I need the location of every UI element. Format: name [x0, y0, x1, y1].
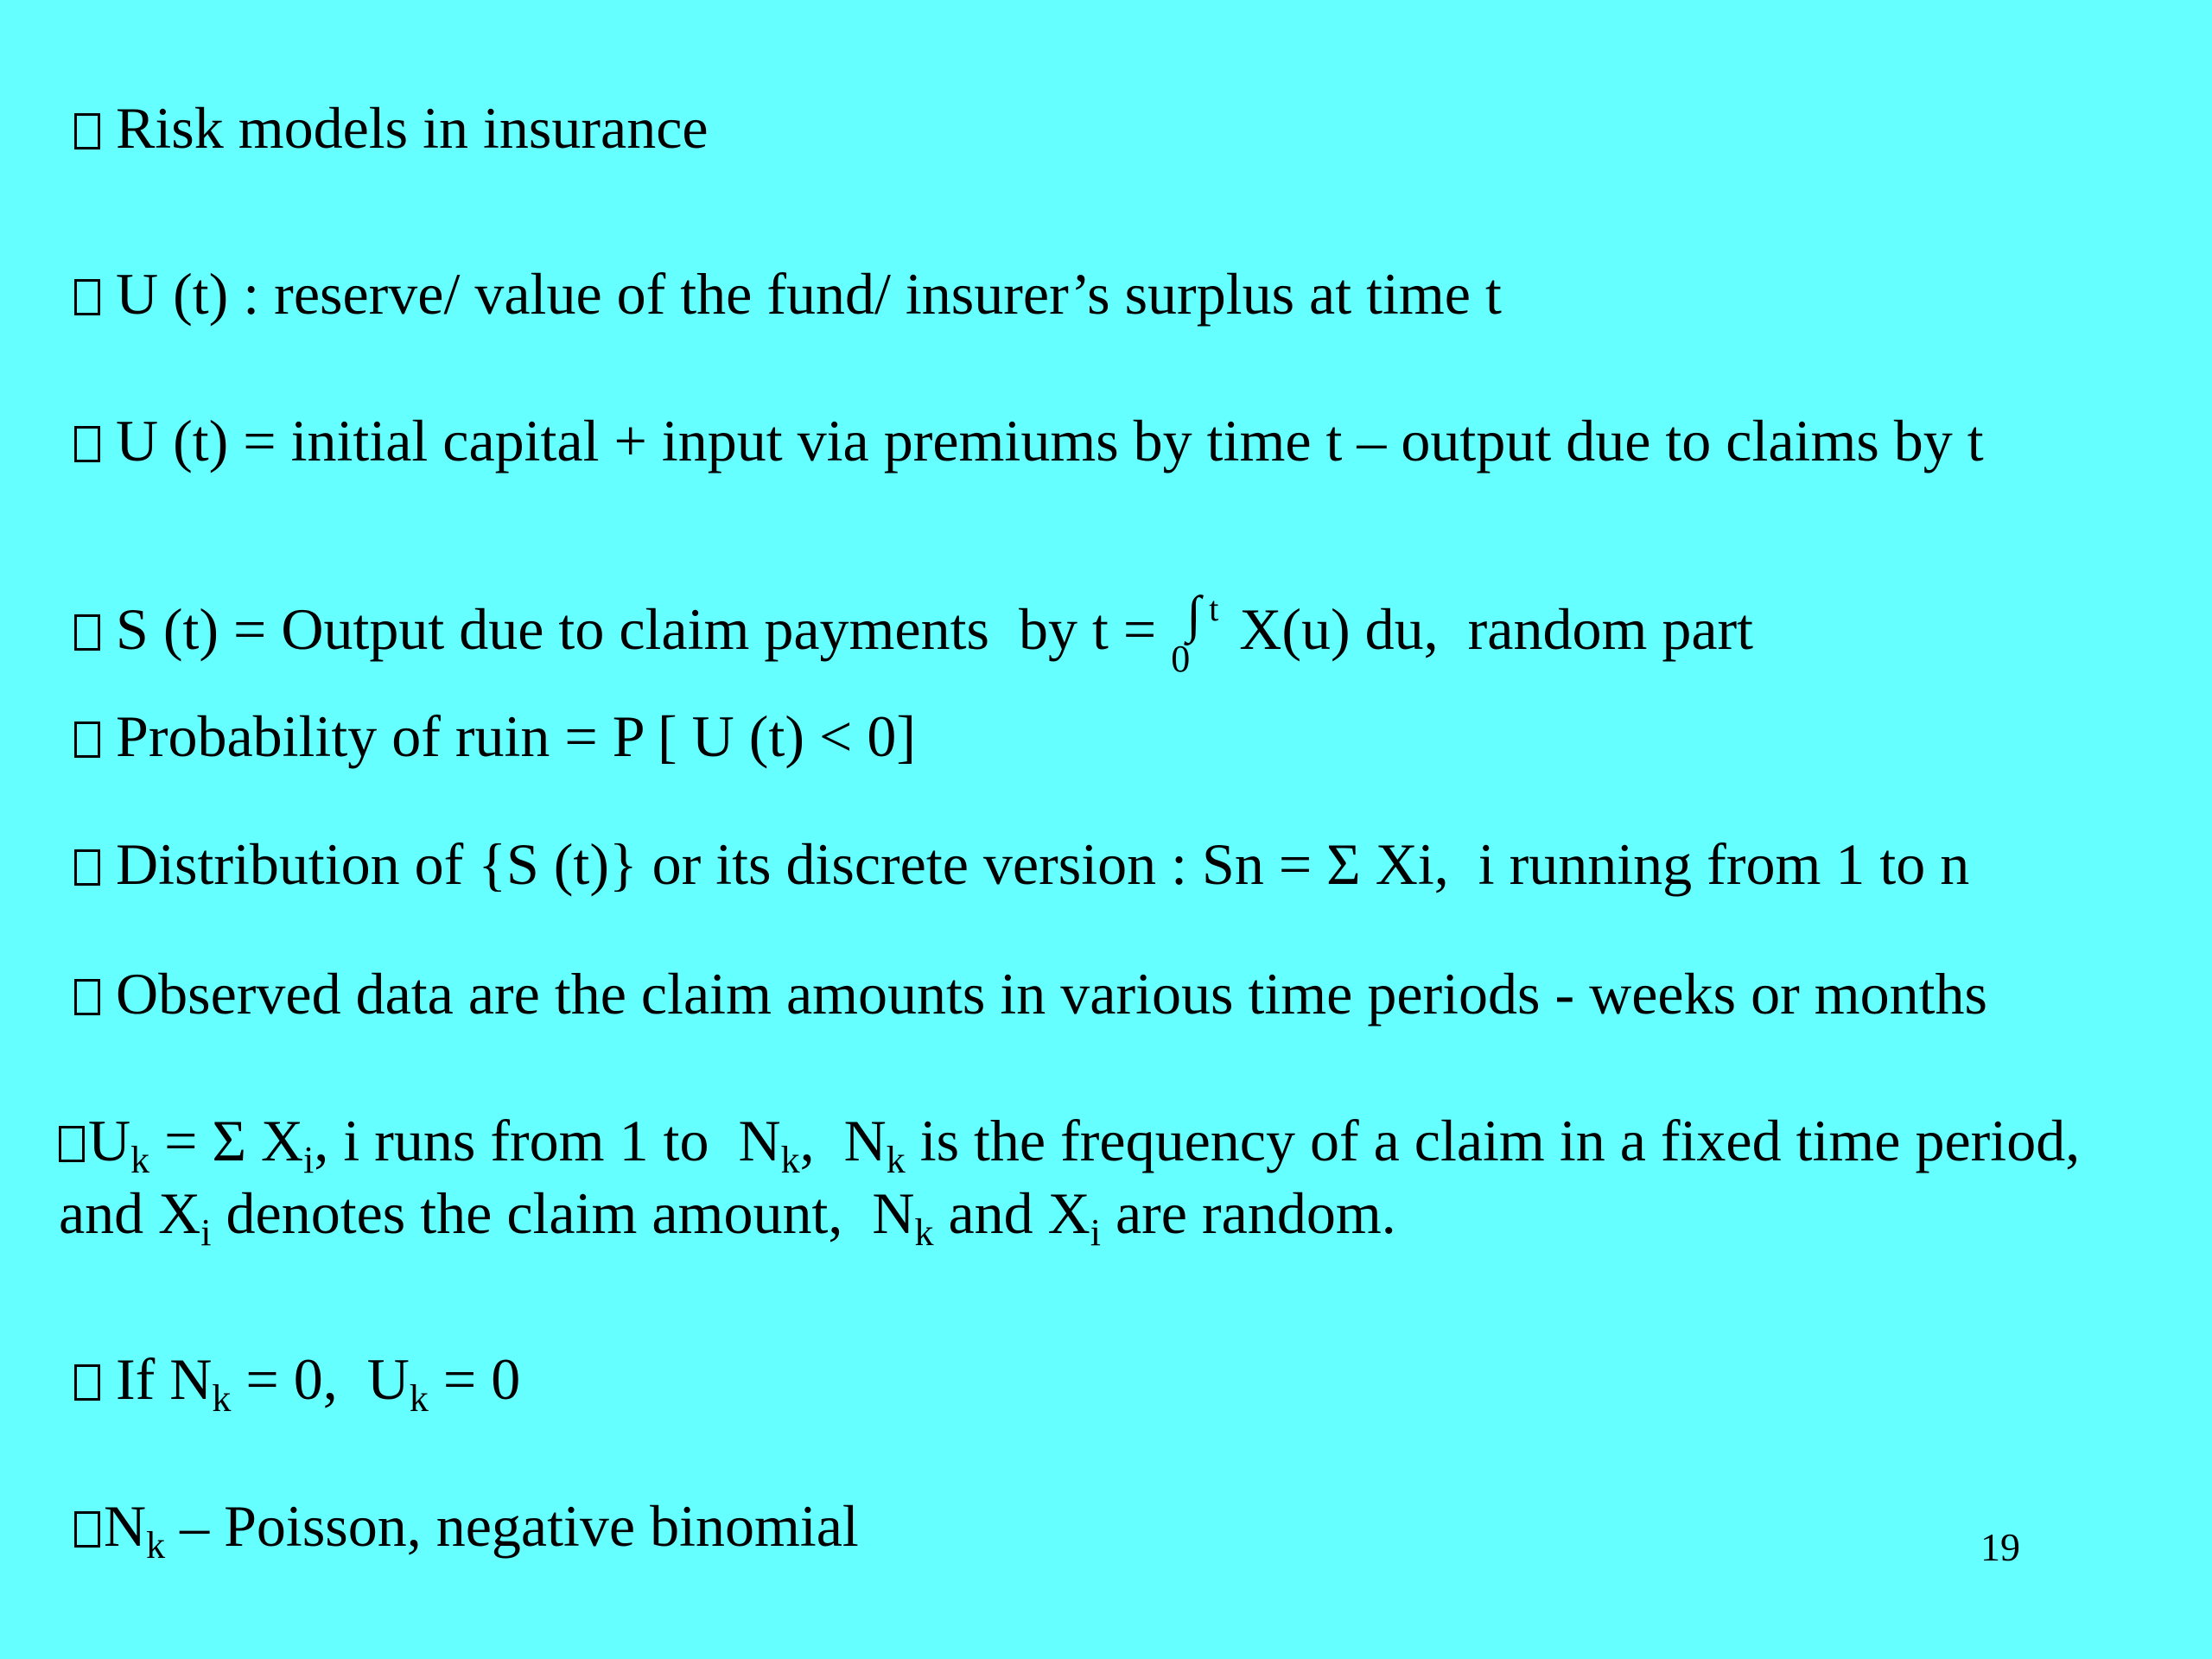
subscript: k: [780, 1139, 800, 1181]
subscript: k: [146, 1524, 166, 1567]
square-bullet-icon: [74, 979, 100, 1015]
bullet-text: Observed data are the claim amounts in various time periods - weeks or months: [116, 961, 1987, 1027]
math-text: are random.: [1100, 1180, 1396, 1246]
subscript: k: [130, 1139, 150, 1181]
square-bullet-icon: [74, 849, 100, 886]
math-text: , N: [799, 1108, 887, 1173]
integral-sign: ∫: [1186, 586, 1201, 643]
math-text: If N: [116, 1346, 213, 1412]
integral-lower-limit: 0: [1171, 638, 1191, 680]
bullet-zero-claims: [74, 1346, 521, 1420]
page-number: 19: [1980, 1525, 2020, 1569]
bullet-text: U (t) = initial capital + input via premiums by time t – output due to claims by t: [116, 408, 1984, 474]
square-bullet-icon: [74, 426, 100, 462]
subscript: k: [212, 1377, 232, 1420]
integral-upper-limit: t: [1209, 589, 1219, 628]
math-text: = 0: [428, 1346, 521, 1412]
square-bullet-icon: [74, 279, 100, 315]
math-text: , i runs from 1 to N: [314, 1108, 781, 1173]
bullet-claim-output: [74, 586, 1754, 680]
square-bullet-icon: [74, 614, 100, 651]
math-text: and X: [933, 1180, 1090, 1246]
square-bullet-icon: [74, 1511, 100, 1548]
math-text: is the frequency of a claim in a fixed time period,: [905, 1108, 2081, 1173]
math-text: N: [104, 1493, 147, 1559]
bullet-risk-models: [74, 95, 709, 161]
subscript: i: [1090, 1211, 1101, 1254]
square-bullet-icon: [59, 1126, 85, 1162]
aggregate-claims-continuation: [59, 1180, 1396, 1254]
subscript: k: [886, 1139, 906, 1181]
math-text: = 0, U: [231, 1346, 410, 1412]
bullet-observed-data: [74, 961, 1987, 1027]
bullet-text: Risk models in insurance: [116, 95, 709, 161]
bullet-text: Distribution of {S (t)} or its discrete version : Sn = Σ Xi, i running from 1 to n: [116, 831, 1970, 897]
square-bullet-icon: [74, 721, 100, 758]
math-text: denotes the claim amount, N: [211, 1180, 915, 1246]
bullet-frequency-distributions: [74, 1493, 859, 1567]
bullet-text-continued: X(u) du, random part: [1224, 596, 1754, 662]
bullet-ruin-probability: [74, 703, 916, 769]
square-bullet-icon: [74, 113, 100, 149]
math-text: – Poisson, negative binomial: [165, 1493, 859, 1559]
math-text: and X: [59, 1180, 201, 1246]
subscript: i: [303, 1139, 315, 1181]
subscript: k: [409, 1377, 429, 1420]
square-bullet-icon: [74, 1364, 100, 1401]
integral-expression: [1171, 586, 1224, 680]
bullet-distribution: [74, 831, 1970, 897]
math-text: = Σ X: [149, 1108, 304, 1173]
math-text: U: [88, 1108, 131, 1173]
subscript: i: [200, 1211, 212, 1254]
bullet-text: Probability of ruin = P [ U (t) < 0]: [116, 703, 916, 769]
bullet-text: U (t) : reserve/ value of the fund/ insurer’s surplus at time t: [116, 261, 1502, 327]
bullet-text: S (t) = Output due to claim payments by t =: [116, 596, 1172, 662]
bullet-reserve-equation: [74, 408, 1984, 474]
bullet-reserve-definition: [74, 261, 1502, 327]
bullet-aggregate-claims: [59, 1108, 2081, 1181]
subscript: k: [914, 1211, 934, 1254]
